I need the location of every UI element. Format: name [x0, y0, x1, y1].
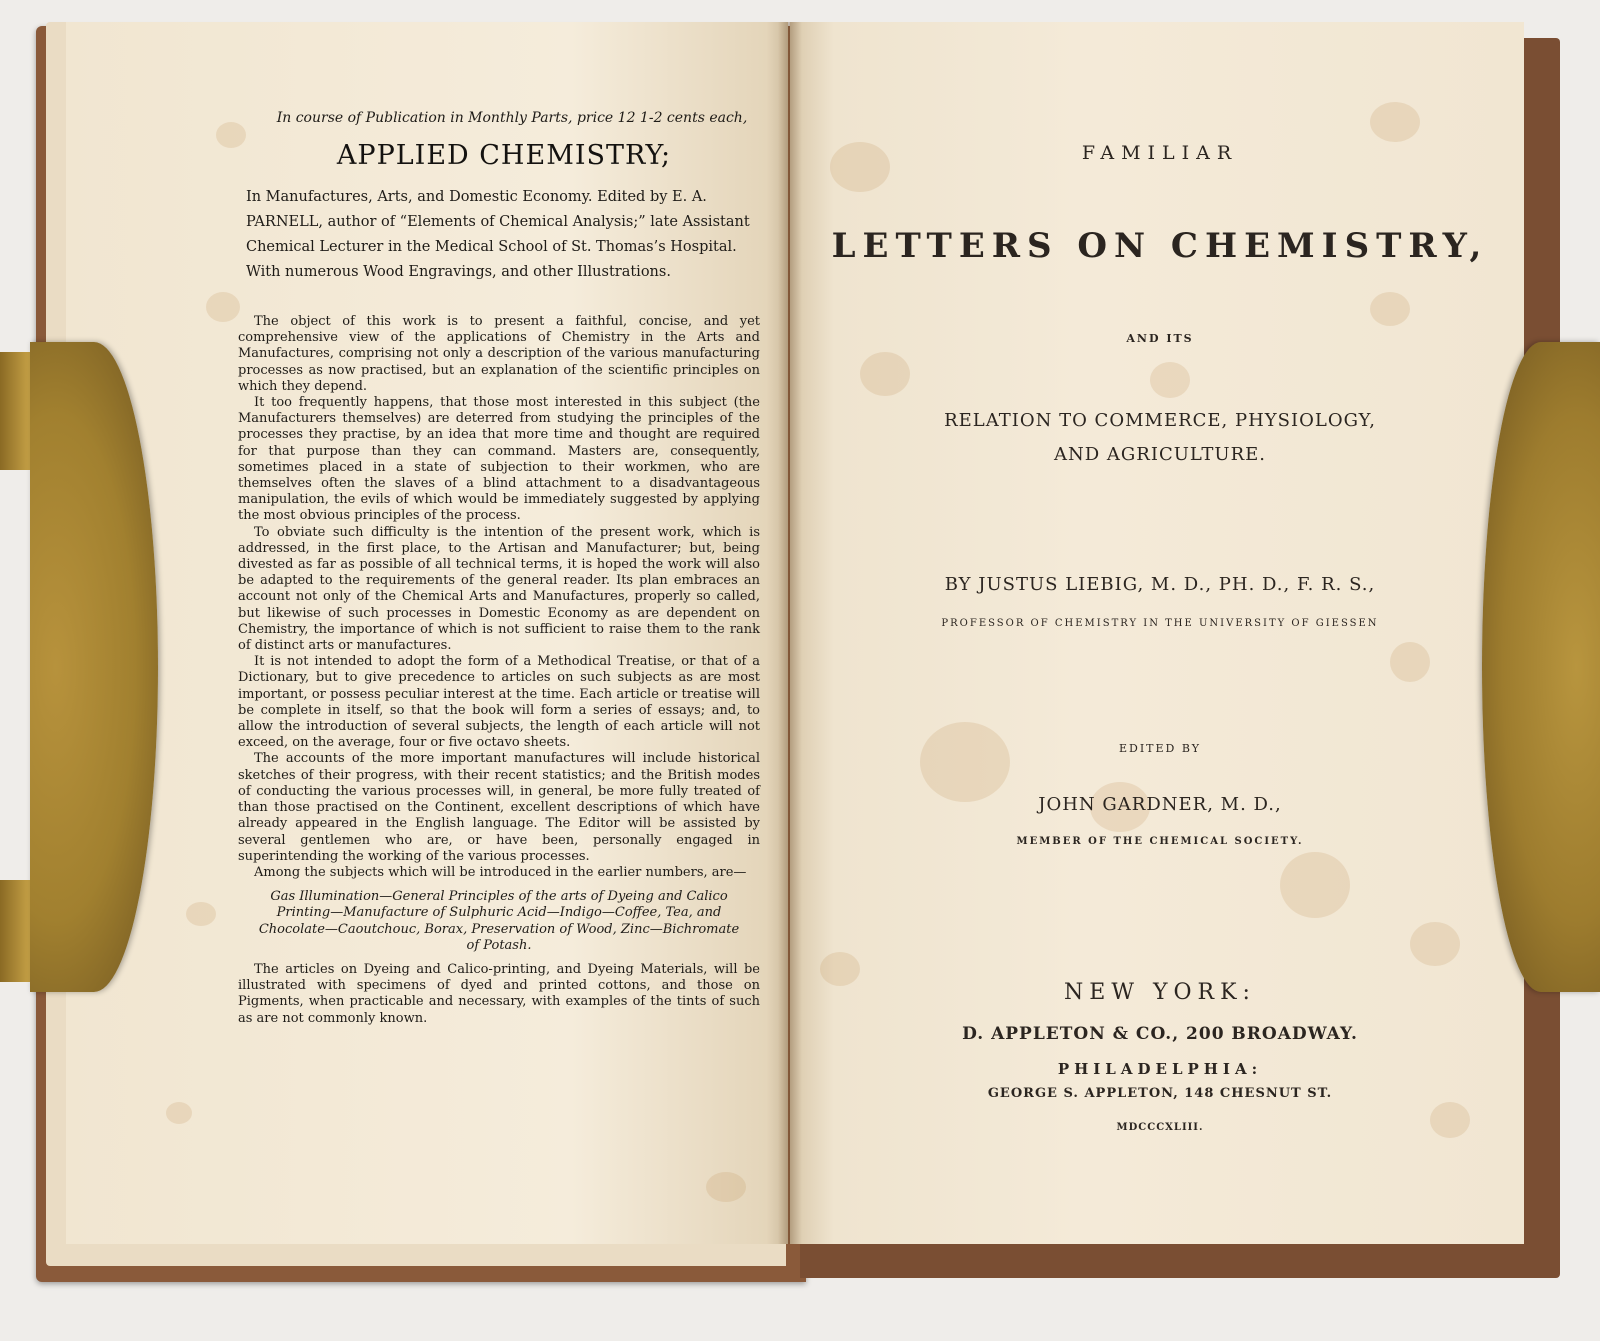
imprint-city-2: PHILADELPHIA:: [1057, 1060, 1263, 1078]
title-relation-line1: RELATION TO COMMERCE, PHYSIOLOGY,: [944, 410, 1376, 431]
publication-notice: In course of Publication in Monthly Parts, price 12 1-2 cents each,: [276, 110, 748, 126]
title-main: LETTERS ON CHEMISTRY,: [831, 226, 1489, 266]
right-brass-clip-disc: [1482, 342, 1600, 992]
prospectus-body: [238, 314, 760, 1027]
book-gutter: [778, 22, 802, 1244]
title-relation: [800, 404, 1520, 472]
imprint-year: MDCCCXLIII.: [1116, 1122, 1204, 1133]
applied-chemistry-title: APPLIED CHEMISTRY;: [336, 140, 672, 171]
prospectus-paragraph: It is not intended to adopt the form of a Methodical Treatise, or that of a Dictionary, but to give precedence to articles on such subjects as are most important, or possess peculiar interest at the time. Each article or treatise will be complete in itself, so that the book will form a series of essays; and, to allow the introduction of several subjects, the length of each article will not exceed, on the average, four or five octavo sheets.: [238, 654, 760, 751]
subjects-list: Gas Illumination—General Principles of the arts of Dyeing and Calico Printing—Manufacture of Sulphuric Acid—Indigo—Coffee, Tea, and Chocolate—Caoutchouc, Borax, Preservation of Wood, Zinc—Bichromate of Potash.: [258, 889, 740, 953]
imprint-city: NEW YORK:: [1064, 980, 1256, 1005]
prospectus-paragraph: The accounts of the more important manufactures will include historical sketches of their progress, with their recent statistics; and the British modes of conducting the various processes will, in general, be more fully treated of than those practised on the Continent, excellent descriptions of which have already appeared in the English language. The Editor will be assisted by several gentlemen who are, or have been, personally engaged in superintending the working of the various processes.: [238, 751, 760, 864]
author-affiliation: PROFESSOR OF CHEMISTRY IN THE UNIVERSITY OF GIESSEN: [941, 618, 1379, 629]
imprint-publisher: D. APPLETON & CO., 200 BROADWAY.: [962, 1024, 1358, 1044]
prospectus-paragraph: To obviate such difficulty is the intention of the present work, which is addressed, in the first place, to the Artisan and Manufacturer; but, being divested as far as possible of all technical terms, it is hoped the work will also be adapted to the requirements of the general reader. Its plan embraces an account not only of the Chemical Arts and Manufactures, properly so called, but likewise of such processes in Domestic Economy as are dependent on Chemistry, the importance of which is not sufficient to raise them to the rank of distinct arts or manufactures.: [238, 524, 760, 654]
title-and-its: AND ITS: [1126, 332, 1194, 345]
prospectus-paragraph: Among the subjects which will be introduced in the earlier numbers, are—: [254, 864, 747, 880]
prospectus-closing: The articles on Dyeing and Calico-printing, and Dyeing Materials, will be illustrated with specimens of dyed and printed cottons, and those on Pigments, when practicable and necessary, with examples of the tints of such as are not commonly known.: [238, 961, 760, 1026]
editor-affiliation: MEMBER OF THE CHEMICAL SOCIETY.: [1016, 836, 1304, 847]
prospectus-paragraph: It too frequently happens, that those most interested in this subject (the Manufacturers themselves) are deterred from studying the principles of the processes they practise, by an idea that more time and thought are required for that purpose than they can command. Masters are, consequently, sometimes placed in a state of subjection to their workmen, who are themselves often the slaves of a blind attachment to a disadvantageous manipulation, the evils of which would be immediately suggested by applying the most obvious principles of the process.: [238, 395, 760, 524]
left-clip-gap: [0, 470, 34, 880]
edited-by-label: EDITED BY: [1118, 742, 1202, 755]
author-line: BY JUSTUS LIEBIG, M. D., PH. D., F. R. S.,: [944, 574, 1376, 595]
title-familiar: FAMILIAR: [1081, 142, 1239, 164]
applied-chemistry-intro: In Manufactures, Arts, and Domestic Economy. Edited by E. A. PARNELL, author of “Elements of Chemical Analysis;” late Assistant Chemical Lecturer in the Medical School of St. Thomas’s Hospital. With numerous Wood Engravings, and other Illustrations.: [246, 189, 750, 280]
editor-name: JOHN GARDNER, M. D.,: [1038, 794, 1282, 815]
left-brass-clip-disc: [30, 342, 158, 992]
prospectus-paragraph: The object of this work is to present a faithful, concise, and yet comprehensive view of the applications of Chemistry in the Arts and Manufactures, comprising not only a description of the various manufacturing processes as now practised, but an explanation of the scientific principles on which they depend.: [238, 314, 760, 394]
imprint-publisher-2: GEORGE S. APPLETON, 148 CHESNUT ST.: [987, 1086, 1333, 1101]
title-relation-line2: AND AGRICULTURE.: [1054, 444, 1266, 465]
